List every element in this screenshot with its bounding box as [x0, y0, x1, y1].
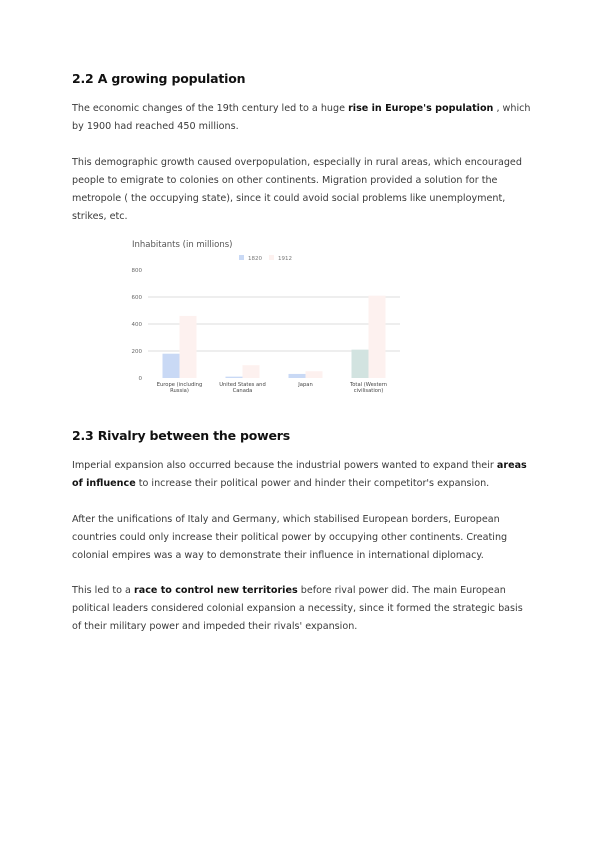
x-tick-label: United States and Canada [219, 382, 266, 394]
text-fragment: This led to a [72, 585, 134, 596]
bar-1820-0 [163, 354, 180, 378]
population-bar-chart [120, 236, 410, 396]
chart-legend [239, 255, 292, 262]
paragraph-race-territories [72, 582, 532, 636]
legend-label-1912: 1912 [278, 256, 292, 262]
text-fragment: Imperial expansion also occurred because the industrial powers wanted to expand their [72, 460, 497, 471]
legend-label-1820: 1820 [248, 256, 262, 262]
section-heading-rivalry: 2.3 Rivalry between the powers [72, 428, 290, 443]
y-tick-label: 0 [138, 376, 142, 382]
chart-x-axis [157, 382, 387, 394]
paragraph-population-rise [72, 100, 532, 136]
text-fragment: to increase their political power and hinder their competitor's expansion. [135, 478, 490, 489]
section-heading-population: 2.2 A growing population [72, 71, 246, 86]
bold-phrase-race: race to control new territories [133, 585, 298, 596]
bold-phrase-influence: areas of influence [72, 460, 527, 489]
paragraph-unifications: After the unifications of Italy and Germany, which stabilised European borders, European countries could only increase their political power by occupying other continents. Creating colonial empires was a way to demonstrate their influence in international diplomacy. [72, 514, 508, 561]
text-fragment: , which by 1900 had reached 450 millions. [72, 103, 531, 132]
y-tick-label: 200 [131, 349, 142, 355]
text-fragment: The economic changes of the 19th century led to a huge [72, 103, 349, 114]
text-fragment: before rival power did. The main European political leaders considered colonial expansion a necessity, since it formed the strategic basis of their military power and impeded their rivals' expansion. [72, 585, 523, 632]
chart-bars [163, 296, 386, 378]
bar-1912-1 [243, 365, 260, 378]
legend-swatch-1912 [269, 255, 274, 260]
bar-1912-0 [180, 316, 197, 378]
chart-title: Inhabitants (in millions) [132, 240, 233, 250]
x-tick-label: Japan [298, 382, 313, 388]
bold-phrase-population: rise in Europe's population [348, 103, 494, 114]
paragraph-areas-of-influence [72, 457, 532, 493]
x-tick-label: Total (Western civilisation) [349, 382, 388, 394]
legend-swatch-1820 [239, 255, 244, 260]
bar-1912-3 [369, 296, 386, 378]
y-tick-label: 600 [131, 295, 142, 301]
chart-y-axis [132, 268, 143, 382]
y-tick-label: 800 [131, 268, 142, 274]
bar-1912-2 [306, 371, 323, 378]
x-tick-label: Europe (including Russia) [156, 382, 203, 394]
y-tick-label: 400 [131, 322, 142, 328]
bar-1820-1 [226, 377, 243, 378]
paragraph-overpopulation: This demographic growth caused overpopulation, especially in rural areas, which encouraged people to emigrate to colonies on other continents. Migration provided a solution for the metropole ( the occupying state), since it could avoid social problems like unemployment, strikes, etc. [72, 157, 522, 222]
bar-1820-2 [289, 374, 306, 378]
bar-1820-3 [352, 350, 369, 378]
